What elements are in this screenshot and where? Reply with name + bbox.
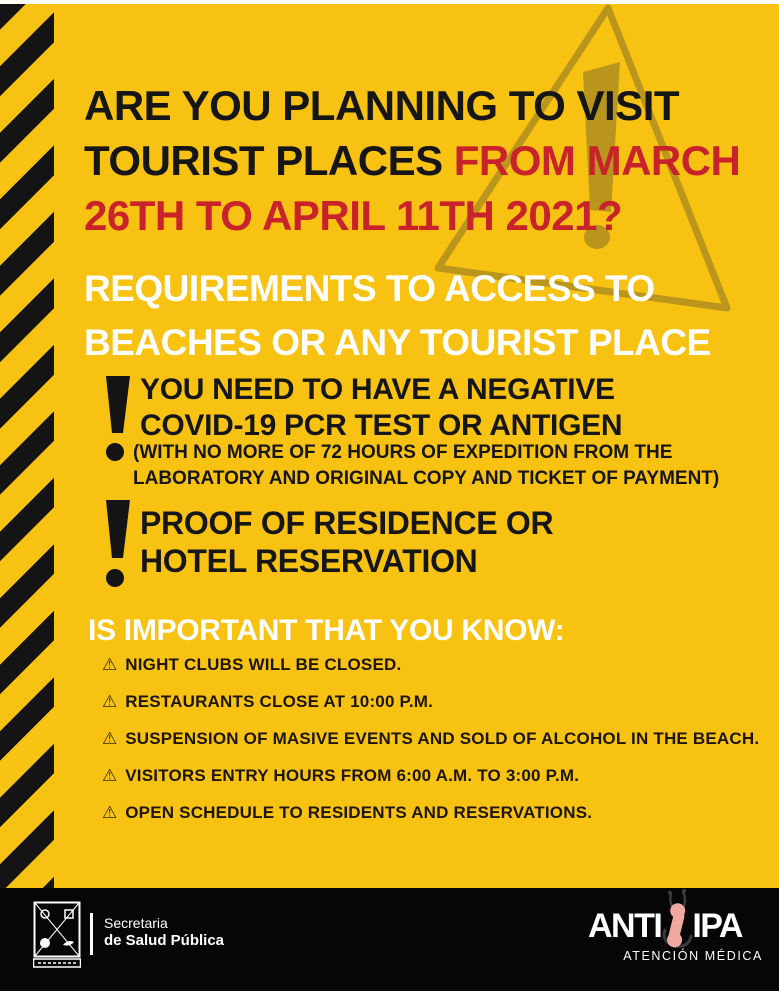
title-line-3: 26TH TO APRIL 11TH 2021?	[84, 192, 623, 239]
ministry-line-1: Secretaria	[104, 915, 168, 931]
exclamation-icon	[102, 500, 134, 588]
list-item	[102, 728, 759, 750]
requirement-residence	[140, 504, 553, 580]
warning-triangle-icon: ⚠	[102, 691, 118, 712]
list-item-text: NIGHT CLUBS WILL BE CLOSED.	[125, 655, 402, 674]
know-heading: IS IMPORTANT THAT YOU KNOW:	[88, 614, 565, 647]
list-item-text: OPEN SCHEDULE TO RESIDENTS AND RESERVATIONS.	[125, 803, 593, 822]
brand-tagline: ATENCIÓN MÉDICA	[623, 949, 763, 963]
requirement-pcr-line-1: YOU NEED TO HAVE A NEGATIVE	[140, 373, 615, 406]
pcr-note-line-1: (WITH NO MORE OF 72 HOURS OF EXPEDITION FROM THE	[133, 442, 673, 463]
top-border	[0, 0, 779, 4]
exclamation-icon	[102, 376, 134, 462]
warning-triangle-icon: ⚠	[102, 728, 118, 749]
list-item	[102, 691, 759, 713]
requirement-residence-line-1: PROOF OF RESIDENCE OR	[140, 505, 554, 541]
title-line-2: TOURIST PLACES FROM MARCH	[84, 137, 741, 184]
list-item	[102, 802, 759, 824]
ministry-label	[104, 915, 224, 950]
poster-title	[84, 78, 740, 243]
brand-prefix: ANTI	[588, 907, 662, 945]
list-item-text: VISITORS ENTRY HOURS FROM 6:00 A.M. TO 3:00 P.M.	[125, 766, 580, 785]
requirement-residence-line-2: HOTEL RESERVATION	[140, 543, 478, 579]
warning-triangle-icon: ⚠	[102, 765, 118, 786]
list-item	[102, 765, 759, 787]
list-item	[102, 654, 759, 676]
pcr-note-line-2: LABORATORY AND ORIGINAL COPY AND TICKET OF PAYMENT)	[133, 468, 720, 489]
anticipa-wordmark	[588, 904, 763, 946]
access-heading-line-1: REQUIREMENTS TO ACCESS TO	[84, 268, 655, 309]
requirement-pcr-test	[140, 372, 622, 444]
warning-triangle-icon: ⚠	[102, 802, 118, 823]
hazard-stripes	[0, 0, 54, 888]
requirement-pcr-note	[133, 440, 719, 492]
government-crest-logo	[33, 901, 81, 969]
title-line-1: ARE YOU PLANNING TO VISIT	[84, 82, 680, 129]
access-heading-line-2: BEACHES OR ANY TOURIST PLACE	[84, 322, 711, 363]
footer-divider	[90, 913, 93, 955]
anticipa-logo	[588, 904, 763, 963]
know-list	[102, 654, 759, 824]
warning-triangle-icon: ⚠	[102, 654, 118, 675]
list-item-text: SUSPENSION OF MASIVE EVENTS AND SOLD OF ALCOHOL IN THE BEACH.	[125, 729, 760, 748]
ministry-line-2: de Salud Pública	[104, 932, 225, 949]
phone-handset-icon	[663, 904, 691, 948]
footer-bar	[0, 888, 779, 991]
list-item-text: RESTAURANTS CLOSE AT 10:00 P.M.	[125, 692, 434, 711]
brand-suffix: IPA	[692, 907, 742, 945]
access-requirements-heading	[84, 262, 711, 370]
requirement-pcr-line-2: COVID-19 PCR TEST OR ANTIGEN	[140, 409, 623, 442]
